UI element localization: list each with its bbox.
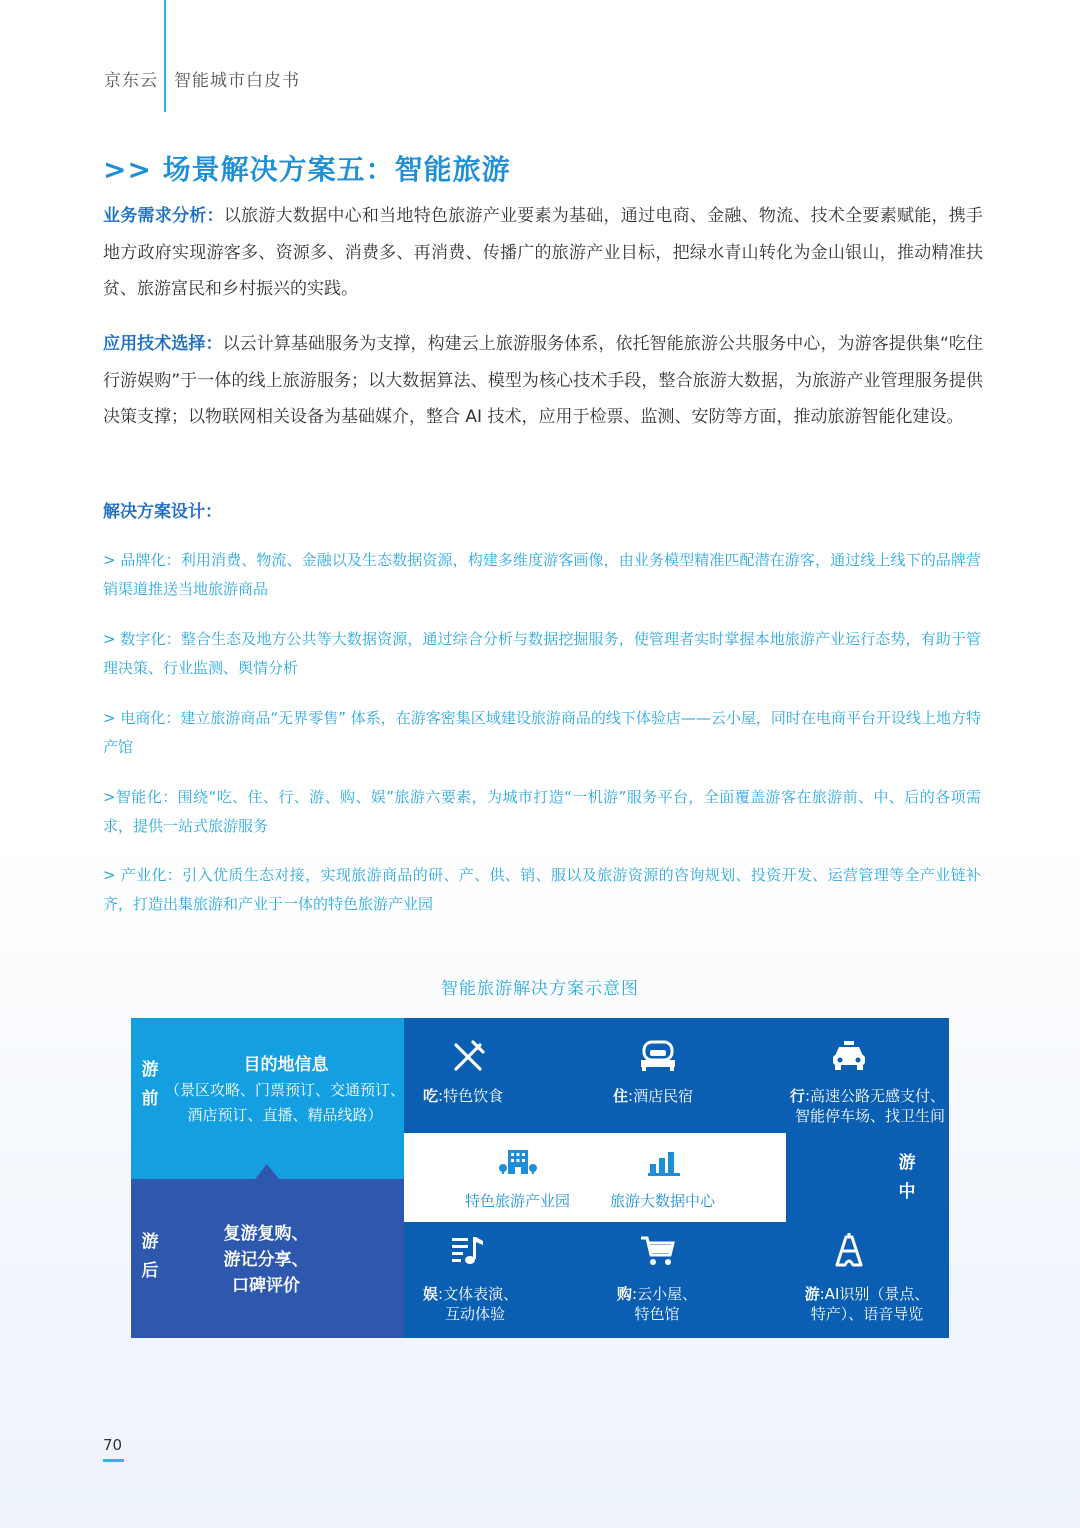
fork-knife-icon (451, 1040, 485, 1074)
before-desc-line: 酒店预订、直播、精品线路） (187, 1106, 383, 1124)
music-icon (451, 1235, 485, 1267)
paragraph-lead: 应用技术选择： (103, 334, 223, 354)
bar-chart-icon (647, 1148, 681, 1176)
shop-cell (617, 1284, 697, 1324)
design-title: 解决方案设计： (103, 502, 222, 522)
bullet-item: > 品牌化：利用消费、物流、金融以及生态数据资源，构建多维度游客画像，由业务模型精准匹配潜在游客，通过线上线下的品牌营销渠道推送当地旅游商品 (103, 551, 981, 598)
tour-key: 游 (804, 1285, 820, 1303)
page-number: 70 (103, 1436, 123, 1454)
diagram-caption: 智能旅游解决方案示意图 (441, 979, 639, 999)
before-desc-line: （景区攻略、门票预订、交通预订、 (165, 1081, 406, 1099)
divider-notch (255, 1164, 279, 1179)
fun-text: :文体表演、 (438, 1285, 519, 1303)
header-brand: 京东云 (104, 71, 158, 91)
before-title: 目的地信息 (243, 1055, 329, 1075)
tower-icon (833, 1231, 865, 1267)
fun-text-2: 互动体验 (445, 1305, 506, 1323)
after-line: 复游复购、 (223, 1224, 309, 1244)
go-text-2: 智能停车场、找卫生间 (794, 1107, 945, 1125)
paragraph-text: 以云计算基础服务为支撑，构建云上旅游服务体系，依托智能旅游公共服务中心，为游客提供集“吃住行游娱购”于一体的线上旅游服务；以大数据算法、模型为核心技术手段，整合旅游大数据，为旅游产业管理服务提供决策支撑；以物联网相关设备为基础媒介，整合 AI 技术，应用于检票、监测、安防等方面，推动旅游智能化建设。 (103, 334, 983, 427)
go-key: 行 (789, 1087, 805, 1105)
bed-icon (640, 1040, 676, 1072)
tourism-diagram (131, 1018, 949, 1338)
after-description (171, 1221, 361, 1299)
stay-cell (613, 1086, 693, 1106)
stay-text: :酒店民宿 (628, 1087, 694, 1105)
paragraph-tech-choice (103, 326, 983, 436)
eat-key: 吃 (423, 1087, 439, 1105)
tour-text-2: 特产）、语音导览 (810, 1305, 924, 1323)
page-number-underline (103, 1459, 124, 1462)
after-line: 口碑评价 (232, 1276, 300, 1296)
shop-text: :云小屋、 (632, 1285, 698, 1303)
before-description (165, 1078, 405, 1128)
section-title: >> 场景解决方案五：智能旅游 (103, 153, 511, 186)
go-cell (773, 1086, 945, 1126)
eat-text: :特色饮食 (438, 1087, 504, 1105)
industry-park-label: 特色旅游产业园 (465, 1192, 571, 1210)
before-trip-label: 游 前 (141, 1060, 159, 1109)
bullet-item: > 数字化：整合生态及地方公共等大数据资源，通过综合分析与数据挖掘服务，使管理者实时掌握本地旅游产业运行态势，有助于管理决策、行业监测、舆情分析 (103, 630, 981, 677)
paragraph-lead: 业务需求分析： (103, 206, 224, 226)
building-icon (498, 1148, 538, 1176)
go-text: :高速公路无感支付、 (804, 1087, 945, 1105)
header-divider-line (164, 0, 166, 112)
shop-key: 购 (617, 1285, 633, 1303)
during-trip-label: 游 中 (898, 1153, 916, 1202)
paragraph-text: 以旅游大数据中心和当地特色旅游产业要素为基础，通过电商、金融、物流、技术全要素赋能，携手地方政府实现游客多、资源多、消费多、再消费、传播广的旅游产业目标，把绿水青山转化为金山银山，推动精准扶贫、旅游富民和乡村振兴的实践。 (103, 206, 984, 299)
shop-text-2: 特色馆 (634, 1305, 680, 1323)
after-line: 游记分享、 (223, 1250, 309, 1270)
car-icon (831, 1040, 867, 1072)
eat-cell (423, 1086, 503, 1106)
fun-cell (423, 1284, 518, 1324)
platform-center-block (404, 1133, 786, 1222)
after-trip-label: 游 后 (141, 1232, 159, 1281)
bullet-item: > 电商化：建立旅游商品“无界零售” 体系，在游客密集区域建设旅游商品的线下体验店——云小屋，同时在电商平台开设线上地方特产馆 (103, 709, 981, 756)
fun-key: 娱 (423, 1285, 439, 1303)
stay-key: 住 (613, 1087, 629, 1105)
tour-text: :AI识别（景点、 (819, 1285, 930, 1303)
paragraph-business-needs (103, 198, 983, 308)
bullet-item: >智能化：围绕“吃、住、行、游、购、娱”旅游六要素，为城市打造“一机游”服务平台，全面覆盖游客在旅游前、中、后的各项需求，提供一站式旅游服务 (103, 788, 981, 835)
tour-cell (787, 1284, 947, 1324)
cart-icon (640, 1235, 676, 1267)
data-center-label: 旅游大数据中心 (610, 1192, 716, 1210)
header-doc-title: 智能城市白皮书 (174, 71, 300, 91)
bullet-item: > 产业化：引入优质生态对接，实现旅游商品的研、产、供、销、服以及旅游资源的咨询规划、投资开发、运营管理等全产业链补齐，打造出集旅游和产业于一体的特色旅游产业园 (103, 866, 981, 913)
